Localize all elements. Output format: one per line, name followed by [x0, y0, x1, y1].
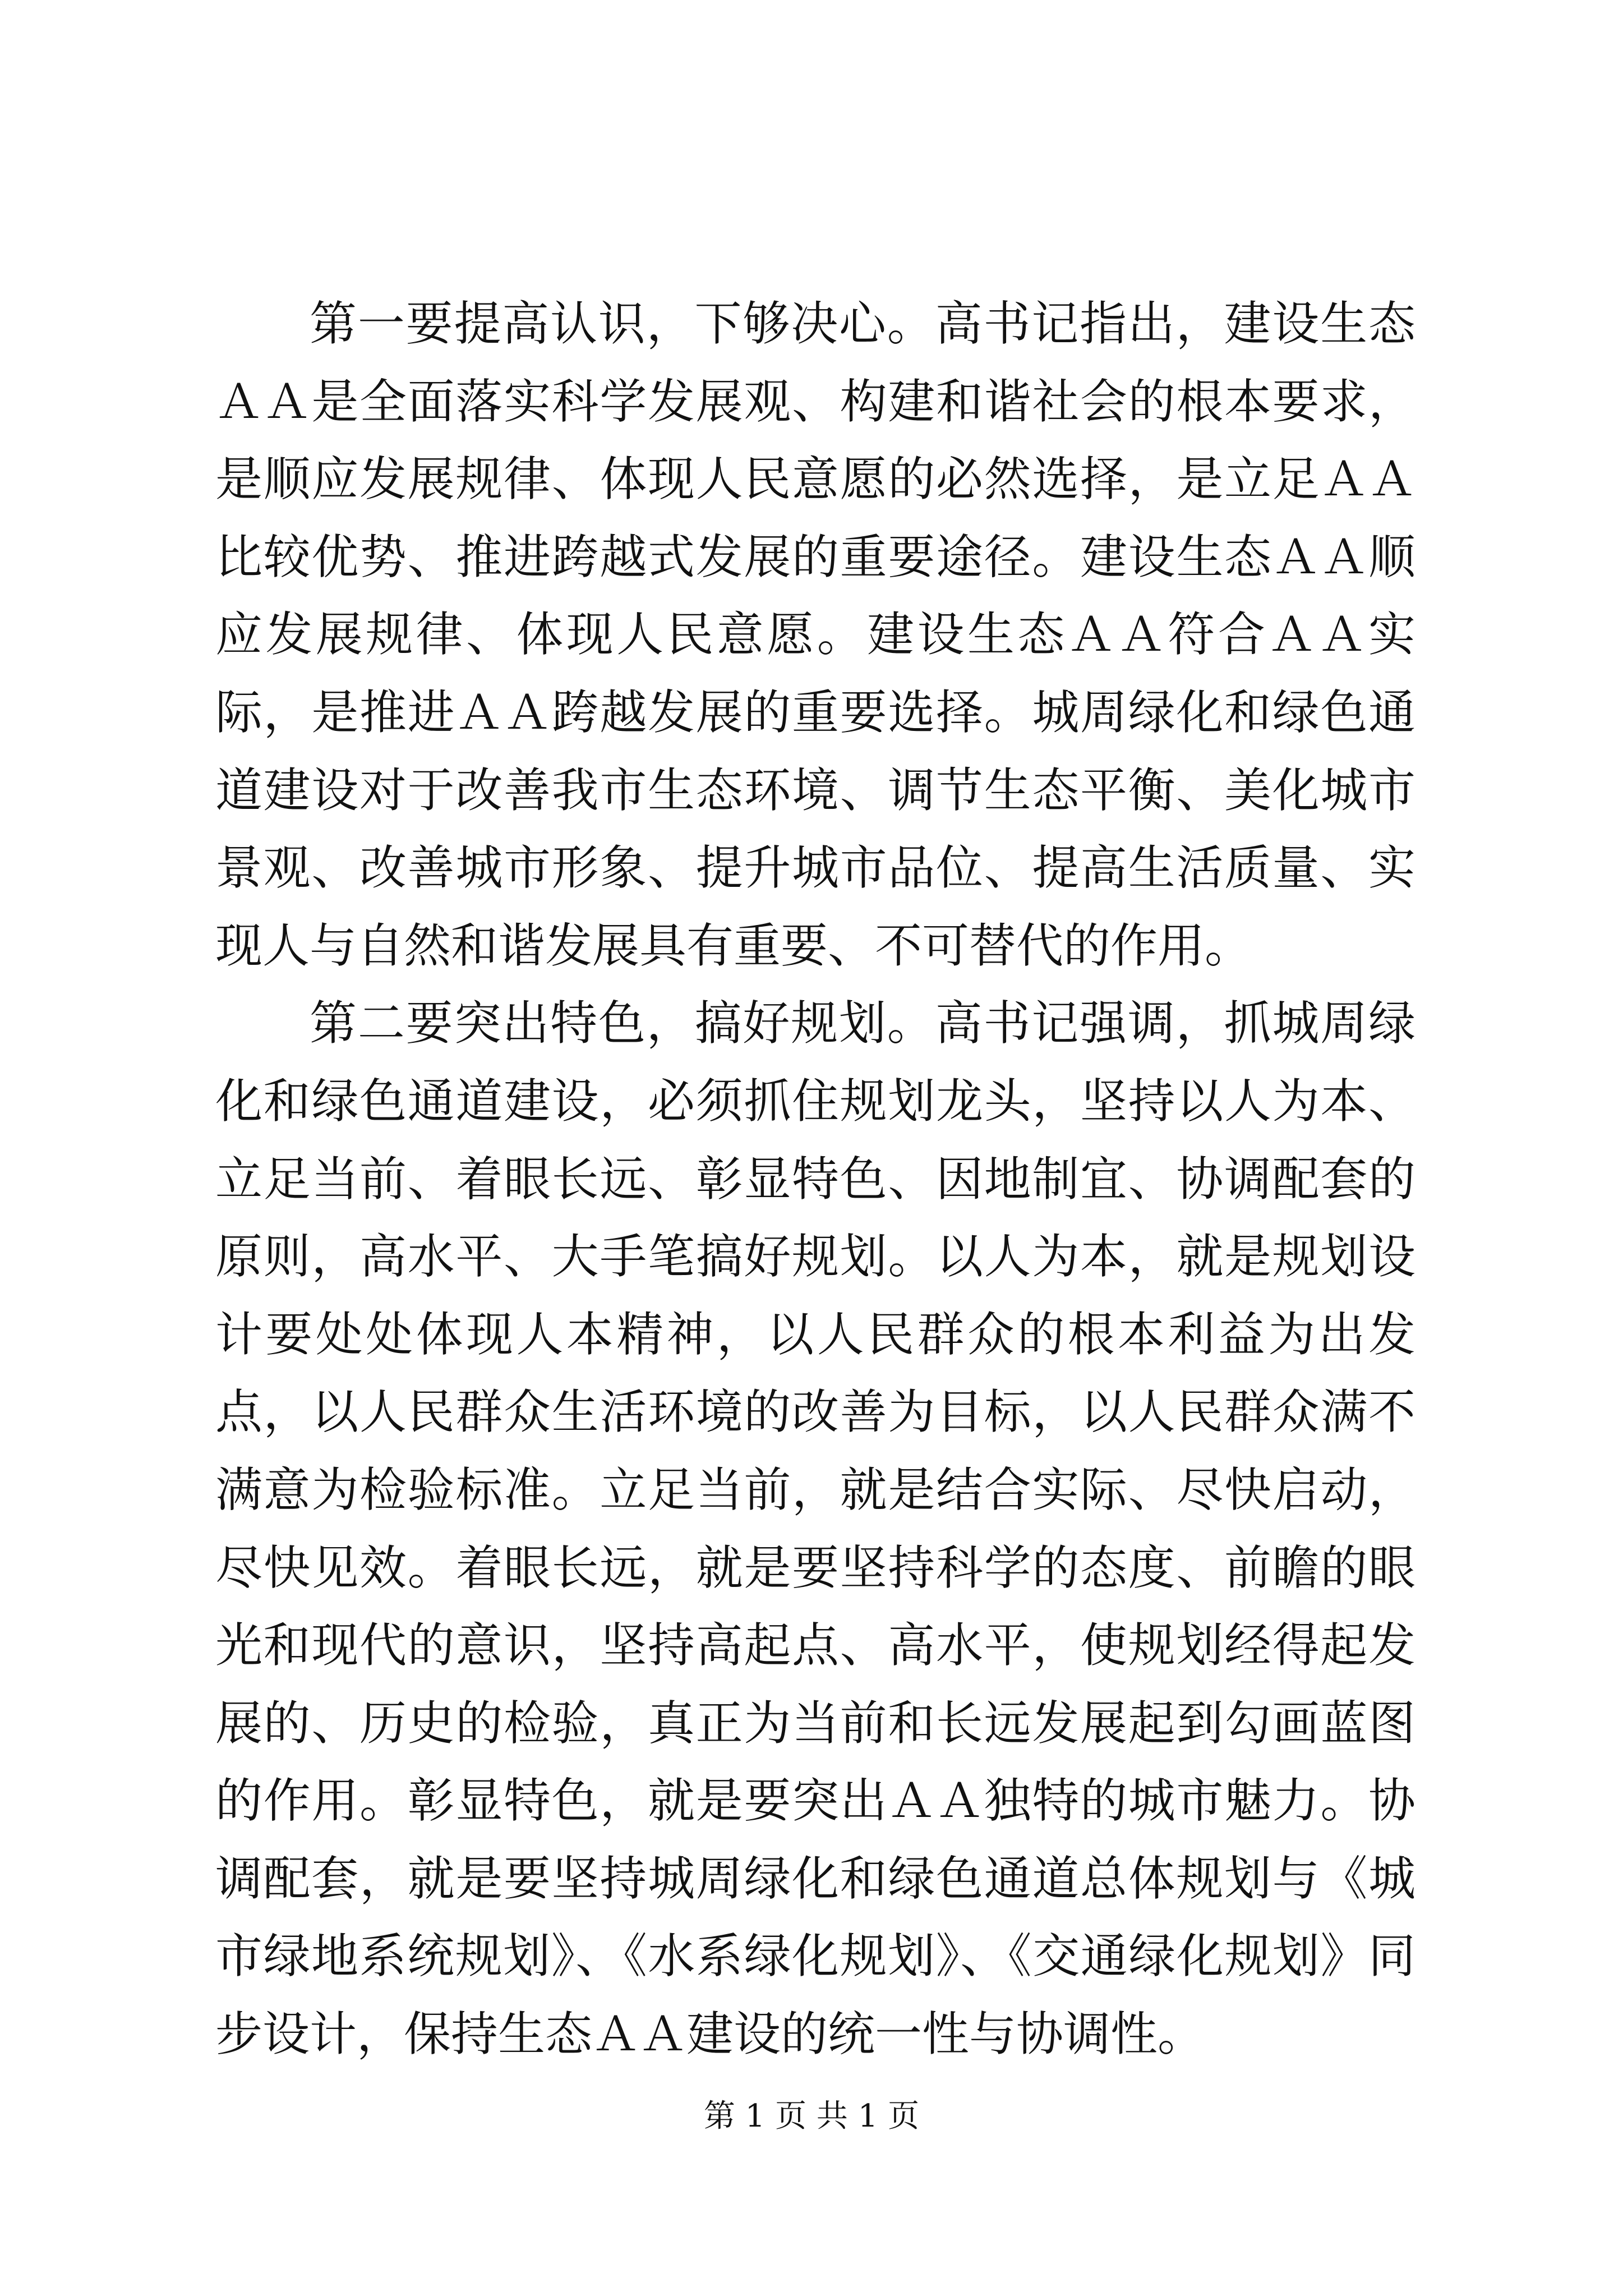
document-body — [215, 285, 1415, 2073]
paragraph-1: 第一要提高认识，下够决心。高书记指出，建设生态ＡＡ是全面落实科学发展观、构建和谐社会的根本要求，是顺应发展规律、体现人民意愿的必然选择，是立足ＡＡ比较优势、推进跨越式发展的重要途径。建设生态ＡＡ顺应发展规律、体现人民意愿。建设生态ＡＡ符合ＡＡ实际，是推进ＡＡ跨越发展的重要选择。城周绿化和绿色通道建设对于改善我市生态环境、调节生态平衡、美化城市景观、改善城市形象、提升城市品位、提高生活质量、实现人与自然和谐发展具有重要、不可替代的作用。 — [215, 296, 1415, 973]
page-footer: 第 1 页 共 1 页 — [703, 2098, 920, 2134]
paragraph-2: 第二要突出特色，搞好规划。高书记强调，抓城周绿化和绿色通道建设，必须抓住规划龙头，坚持以人为本、立足当前、着眼长远、彰显特色、因地制宜、协调配套的原则，高水平、大手笔搞好规划。以人为本，就是规划设计要处处体现人本精神，以人民群众的根本利益为出发点，以人民群众生活环境的改善为目标，以人民群众满不满意为检验标准。立足当前，就是结合实际、尽快启动，尽快见效。着眼长远，就是要坚持科学的态度、前瞻的眼光和现代的意识，坚持高起点、高水平，使规划经得起发展的、历史的检验，真正为当前和长远发展起到勾画蓝图的作用。彰显特色，就是要突出ＡＡ独特的城市魅力。协调配套，就是要坚持城周绿化和绿色通道总体规划与《城市绿地系统规划》、《水系绿化规划》、《交通绿化规划》同步设计，保持生态ＡＡ建设的统一性与协调性。 — [215, 996, 1415, 2062]
